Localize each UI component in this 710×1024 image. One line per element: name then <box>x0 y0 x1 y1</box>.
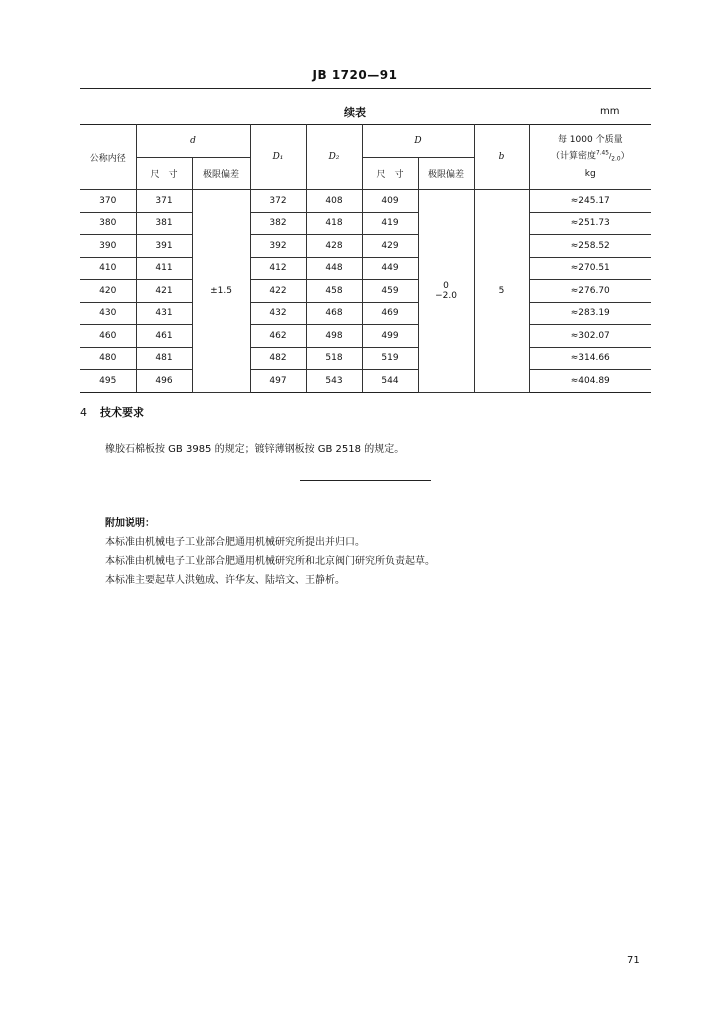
cell-D-size: 519 <box>362 347 418 370</box>
table-row <box>80 370 651 393</box>
cell-D2: 468 <box>306 302 362 325</box>
dimension-table <box>80 124 651 393</box>
cell-D2: 408 <box>306 190 362 213</box>
cell-D-size: 419 <box>362 212 418 235</box>
header-d-size: 尺 寸 <box>136 158 192 190</box>
table-row <box>80 235 651 258</box>
header-d: d <box>136 125 250 158</box>
header-d-tol: 极限偏差 <box>192 158 250 190</box>
cell-d-size: 496 <box>136 370 192 393</box>
cell-D-tolerance <box>418 190 474 393</box>
cell-d-size: 391 <box>136 235 192 258</box>
cell-D1: 412 <box>250 257 306 280</box>
table-row <box>80 257 651 280</box>
cell-D2: 543 <box>306 370 362 393</box>
table-row <box>80 280 651 303</box>
additional-notes <box>105 514 435 590</box>
table-row <box>80 190 651 213</box>
cell-d-tolerance: ±1.5 <box>192 190 250 393</box>
header-D-size: 尺 寸 <box>362 158 418 190</box>
cell-D1: 392 <box>250 235 306 258</box>
mass-line1: 每 1000 个质量 <box>557 135 623 146</box>
header-b: b <box>474 125 529 190</box>
table-row <box>80 212 651 235</box>
cell-nominal: 390 <box>80 235 136 258</box>
notes-line: 本标准主要起草人洪勉成、许华友、陆培文、王静析。 <box>105 575 345 586</box>
cell-D1: 382 <box>250 212 306 235</box>
D-tolerance-upper: 0 <box>443 280 449 291</box>
cell-mass: ≈251.73 <box>529 212 651 235</box>
cell-b: 5 <box>474 190 529 393</box>
cell-D-size: 544 <box>362 370 418 393</box>
section-number: 4 <box>80 406 87 419</box>
cell-D1: 432 <box>250 302 306 325</box>
notes-title: 附加说明： <box>105 518 155 529</box>
cell-mass: ≈404.89 <box>529 370 651 393</box>
header-rule <box>80 88 651 89</box>
cell-d-size: 481 <box>136 347 192 370</box>
cell-mass: ≈314.66 <box>529 347 651 370</box>
cell-mass: ≈245.17 <box>529 190 651 213</box>
table-title: 续表 <box>344 106 366 119</box>
mass-density-fraction: $^{7.45}/_{2.0}$ <box>595 151 621 163</box>
cell-nominal: 480 <box>80 347 136 370</box>
cell-mass: ≈302.07 <box>529 325 651 348</box>
table-row <box>80 302 651 325</box>
cell-D-size: 449 <box>362 257 418 280</box>
cell-d-size: 431 <box>136 302 192 325</box>
section-heading <box>80 404 144 420</box>
document-code: JB 1720—91 <box>312 68 398 82</box>
cell-nominal: 380 <box>80 212 136 235</box>
requirement-text: 橡胶石棉板按 GB 3985 的规定；镀锌薄钢板按 GB 2518 的规定。 <box>105 444 405 455</box>
mass-line2: （计算密度$^{7.45}/_{2.0}$） <box>550 151 630 163</box>
cell-mass: ≈270.51 <box>529 257 651 280</box>
cell-nominal: 495 <box>80 370 136 393</box>
cell-D2: 428 <box>306 235 362 258</box>
mass-unit: kg <box>584 168 596 179</box>
cell-d-size: 461 <box>136 325 192 348</box>
cell-D1: 422 <box>250 280 306 303</box>
table-unit: mm <box>600 106 620 117</box>
table-row <box>80 347 651 370</box>
cell-D-size: 459 <box>362 280 418 303</box>
cell-mass: ≈283.19 <box>529 302 651 325</box>
header-D-tol: 极限偏差 <box>418 158 474 190</box>
cell-D1: 497 <box>250 370 306 393</box>
cell-D-size: 429 <box>362 235 418 258</box>
cell-nominal: 460 <box>80 325 136 348</box>
cell-nominal: 410 <box>80 257 136 280</box>
divider <box>300 480 431 481</box>
D-tolerance-lower: −2.0 <box>435 290 457 301</box>
cell-d-size: 421 <box>136 280 192 303</box>
section-title: 技术要求 <box>100 406 144 419</box>
cell-D1: 372 <box>250 190 306 213</box>
cell-d-size: 381 <box>136 212 192 235</box>
cell-D-size: 469 <box>362 302 418 325</box>
cell-D-size: 409 <box>362 190 418 213</box>
cell-D2: 498 <box>306 325 362 348</box>
cell-D-size: 499 <box>362 325 418 348</box>
page-number: 71 <box>627 955 640 966</box>
header-D: D <box>362 125 474 158</box>
cell-nominal: 420 <box>80 280 136 303</box>
notes-line: 本标准由机械电子工业部合肥通用机械研究所和北京阀门研究所负责起草。 <box>105 556 435 567</box>
cell-d-size: 371 <box>136 190 192 213</box>
header-nominal: 公称内径 <box>80 125 136 190</box>
cell-D2: 518 <box>306 347 362 370</box>
table-row <box>80 325 651 348</box>
header-D1: D₁ <box>250 125 306 190</box>
cell-D2: 418 <box>306 212 362 235</box>
cell-mass: ≈276.70 <box>529 280 651 303</box>
cell-D2: 458 <box>306 280 362 303</box>
cell-nominal: 430 <box>80 302 136 325</box>
cell-mass: ≈258.52 <box>529 235 651 258</box>
cell-d-size: 411 <box>136 257 192 280</box>
cell-D1: 482 <box>250 347 306 370</box>
cell-D2: 448 <box>306 257 362 280</box>
cell-nominal: 370 <box>80 190 136 213</box>
header-mass <box>529 125 651 190</box>
cell-D1: 462 <box>250 325 306 348</box>
header-D2: D₂ <box>306 125 362 190</box>
notes-line: 本标准由机械电子工业部合肥通用机械研究所提出并归口。 <box>105 537 365 548</box>
